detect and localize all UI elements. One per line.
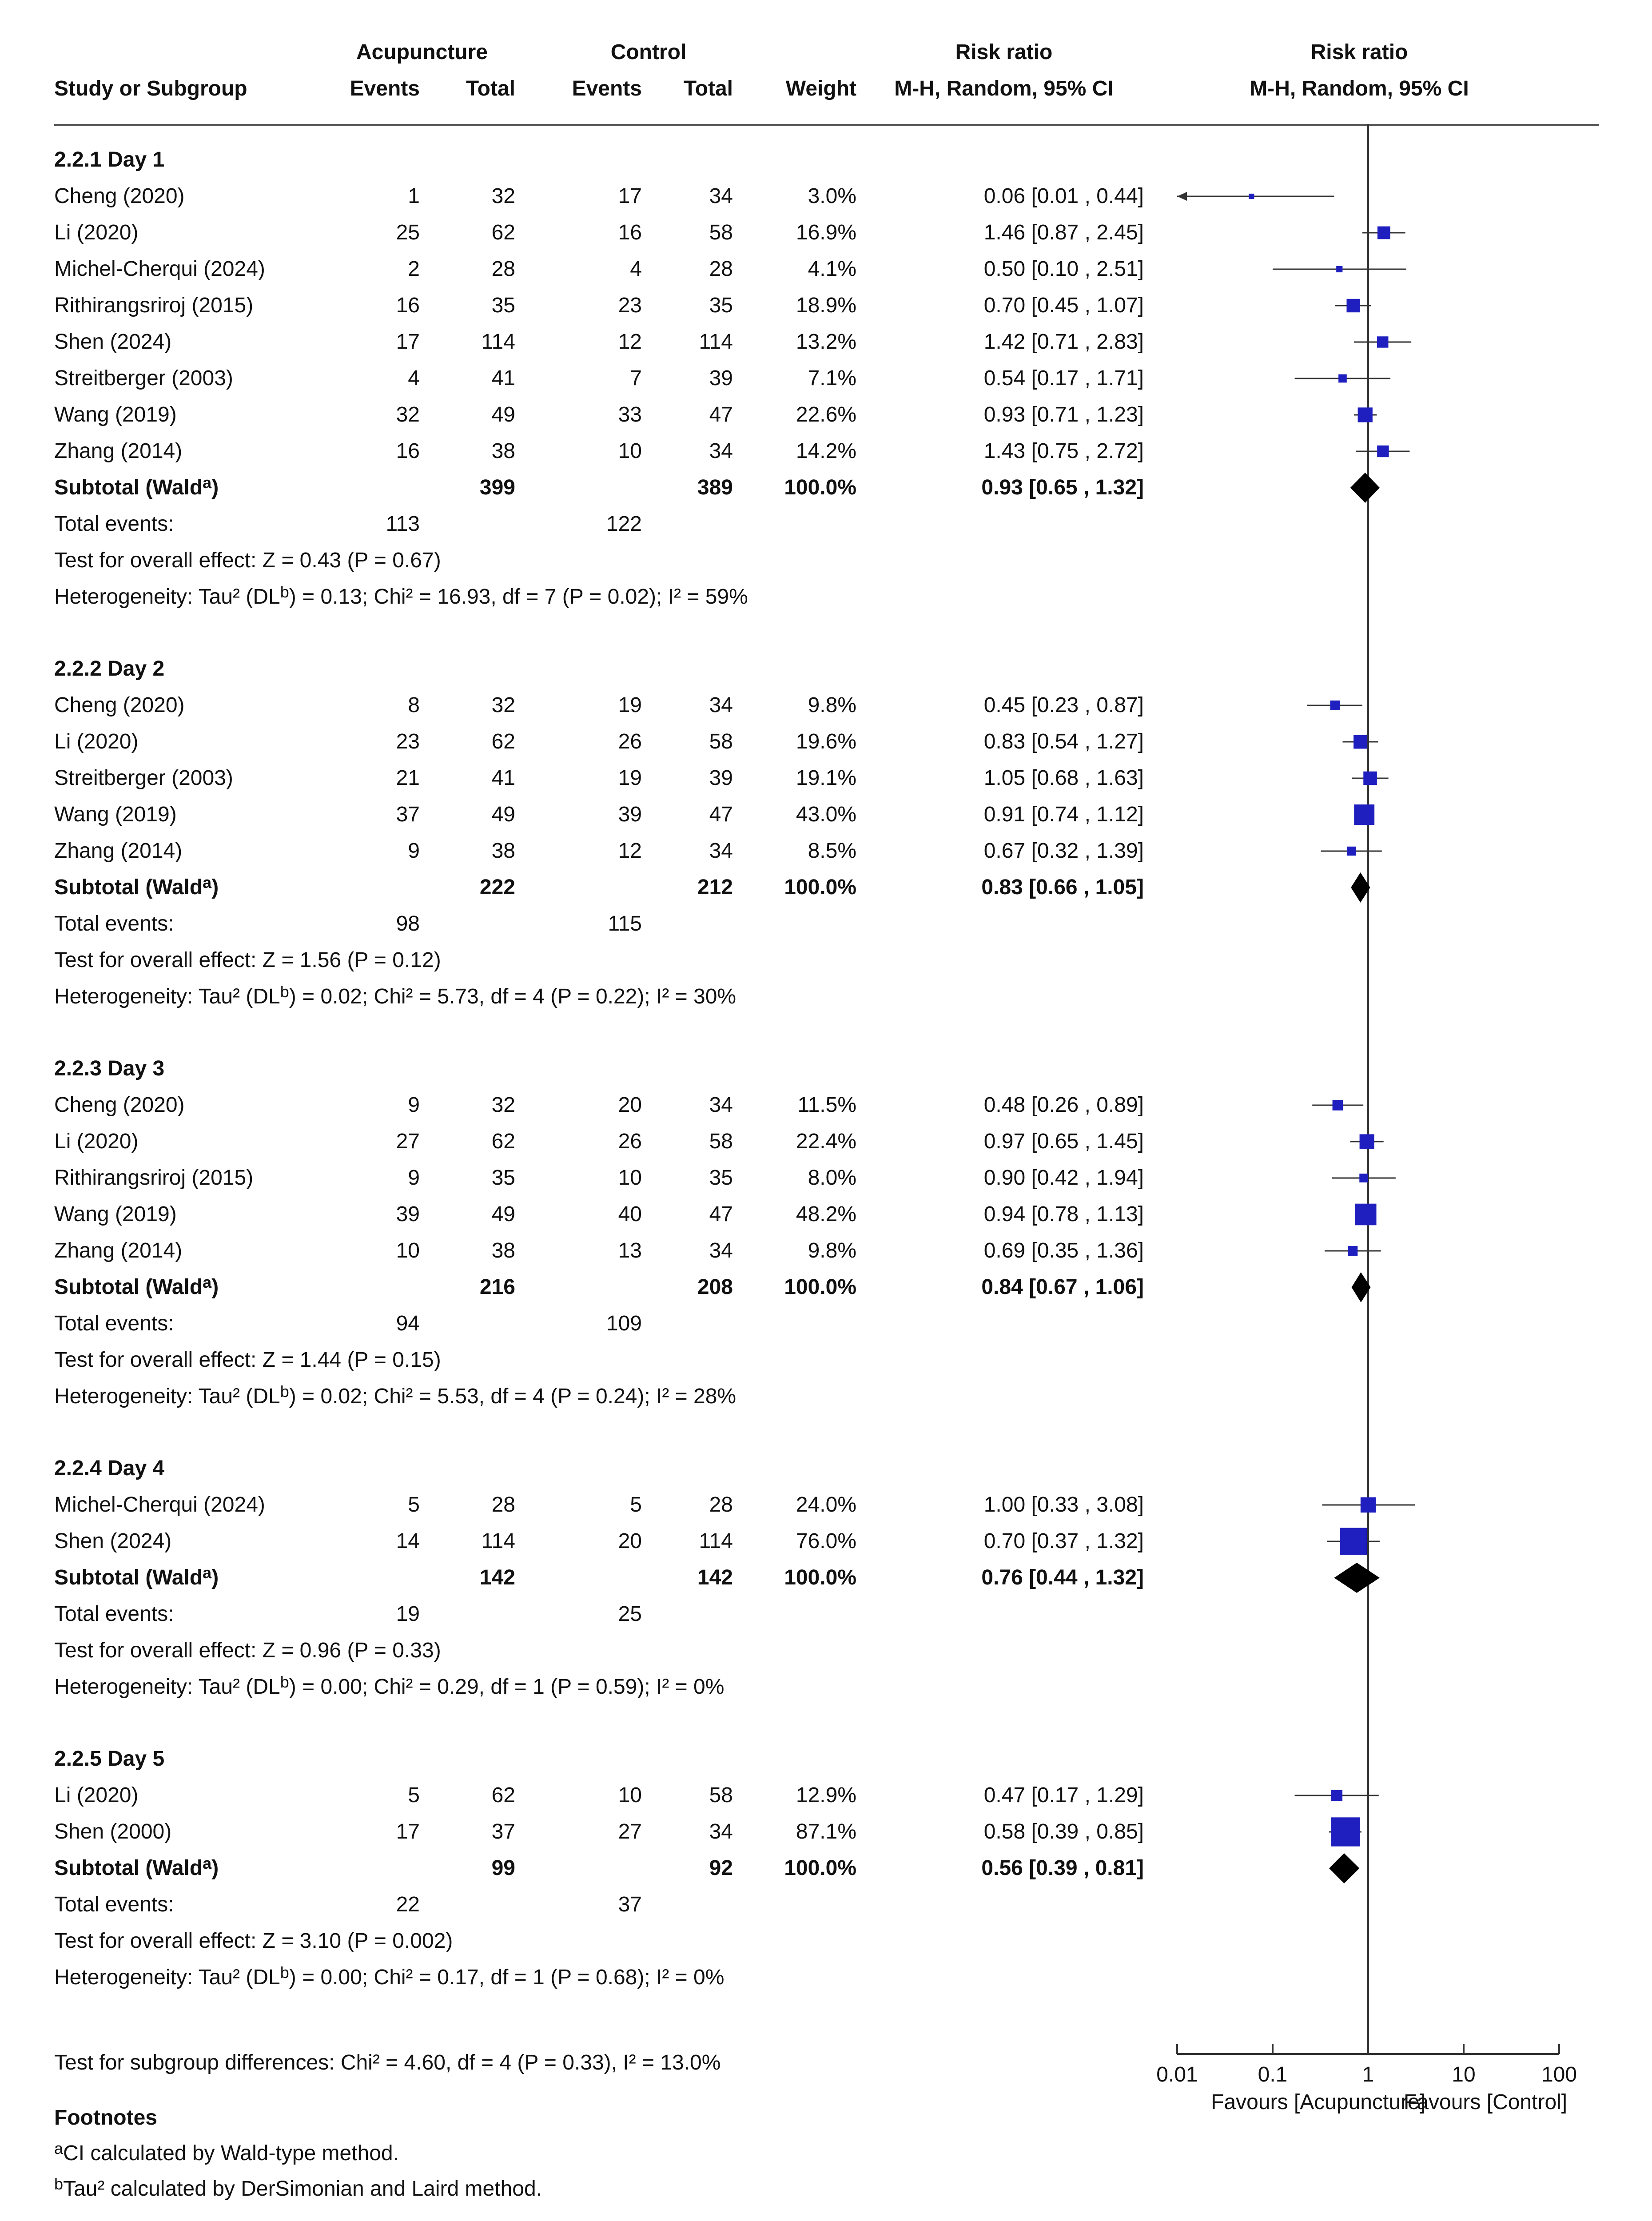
study-events-acupuncture: 9 <box>408 839 420 863</box>
subtotal-weight: 100.0% <box>784 1275 856 1299</box>
header-group-control: Control <box>610 40 687 64</box>
study-name: Zhang (2014) <box>54 1239 183 1262</box>
study-marker <box>1359 1174 1368 1182</box>
study-total-control: 35 <box>709 294 733 317</box>
study-total-control: 34 <box>709 439 733 463</box>
study-events-control: 13 <box>618 1239 642 1262</box>
study-total-acupuncture: 38 <box>491 439 515 463</box>
heterogeneity-text-rest: ) = 0.00; Chi² = 0.29, df = 1 (P = 0.59); I² = 0% <box>289 1675 724 1699</box>
study-events-acupuncture: 5 <box>408 1783 420 1807</box>
favours-control-label: Favours [Control] <box>1404 2090 1568 2114</box>
study-marker <box>1353 735 1367 749</box>
study-name: Zhang (2014) <box>54 439 183 463</box>
study-risk-ratio: 0.47 [0.17 , 1.29] <box>983 1783 1144 1807</box>
study-total-control: 47 <box>709 803 733 826</box>
subtotal-label-text: Subtotal (Wald <box>54 1566 203 1589</box>
study-total-acupuncture: 37 <box>491 1820 515 1843</box>
header-plot-method: M-H, Random, 95% CI <box>1250 77 1469 100</box>
study-risk-ratio: 0.48 [0.26 , 0.89] <box>983 1093 1144 1117</box>
study-marker <box>1348 1246 1357 1256</box>
heterogeneity-text-rest: ) = 0.13; Chi² = 16.93, df = 7 (P = 0.02); I² = 59% <box>289 585 748 609</box>
study-marker <box>1363 772 1377 785</box>
subtotal-diamond <box>1334 1563 1380 1593</box>
study-events-control: 26 <box>618 730 642 753</box>
heterogeneity-text-rest: ) = 0.00; Chi² = 0.17, df = 1 (P = 0.68); I² = 0% <box>289 1966 724 1989</box>
subtotal-total-control: 389 <box>697 476 733 499</box>
study-total-acupuncture: 62 <box>491 730 515 753</box>
footnote-b-text: Tau² calculated by DerSimonian and Laird method. <box>63 2177 542 2201</box>
subtotal-total-acupuncture: 222 <box>479 876 515 899</box>
subtotal-label-text: Subtotal (Wald <box>54 476 203 499</box>
heterogeneity-footnote-mark: b <box>280 583 289 601</box>
study-total-acupuncture: 114 <box>481 330 515 354</box>
study-name: Li (2020) <box>54 730 139 753</box>
study-marker <box>1377 336 1388 347</box>
subtotal-diamond <box>1350 473 1380 503</box>
study-marker <box>1331 1790 1342 1801</box>
study-total-control: 34 <box>709 1239 733 1262</box>
study-total-acupuncture: 38 <box>491 839 515 863</box>
study-name: Streitberger (2003) <box>54 766 233 790</box>
study-name: Cheng (2020) <box>54 1093 185 1117</box>
study-marker <box>1361 1497 1376 1513</box>
study-marker <box>1347 847 1356 856</box>
total-events-label: Total events: <box>54 512 174 536</box>
study-events-control: 26 <box>618 1130 642 1153</box>
study-weight: 22.4% <box>796 1130 856 1153</box>
subtotal-total-acupuncture: 99 <box>491 1856 515 1880</box>
study-weight: 3.0% <box>808 184 856 208</box>
study-marker <box>1354 804 1374 825</box>
study-risk-ratio: 0.50 [0.10 , 2.51] <box>983 257 1144 281</box>
study-total-control: 47 <box>709 1202 733 1226</box>
total-events-label: Total events: <box>54 1312 174 1335</box>
study-marker <box>1346 299 1360 312</box>
study-events-acupuncture: 9 <box>408 1093 420 1117</box>
subtotal-weight: 100.0% <box>784 876 856 899</box>
subgroup-differences-test: Test for subgroup differences: Chi² = 4.60, df = 4 (P = 0.33), I² = 13.0% <box>54 2051 721 2074</box>
study-weight: 22.6% <box>796 403 856 426</box>
study-events-control: 4 <box>630 257 642 281</box>
study-total-control: 39 <box>709 766 733 790</box>
study-events-acupuncture: 25 <box>396 221 420 244</box>
study-risk-ratio: 1.43 [0.75 , 2.72] <box>983 439 1144 463</box>
study-name: Cheng (2020) <box>54 693 185 717</box>
study-total-acupuncture: 62 <box>491 221 515 244</box>
study-events-acupuncture: 14 <box>396 1529 420 1553</box>
study-total-control: 28 <box>709 257 733 281</box>
study-risk-ratio: 0.97 [0.65 , 1.45] <box>983 1130 1144 1153</box>
total-events-control: 25 <box>618 1602 642 1626</box>
study-risk-ratio: 1.05 [0.68 , 1.63] <box>983 766 1144 790</box>
study-name: Li (2020) <box>54 221 139 244</box>
study-risk-ratio: 0.94 [0.78 , 1.13] <box>983 1202 1144 1226</box>
total-events-acupuncture: 98 <box>396 912 420 935</box>
study-risk-ratio: 1.42 [0.71 , 2.83] <box>983 330 1144 354</box>
study-weight: 8.0% <box>808 1166 856 1190</box>
subtotal-label: Subtotal (Wald$^a$) <box>54 474 219 499</box>
study-risk-ratio: 0.69 [0.35 , 1.36] <box>983 1239 1144 1262</box>
study-weight: 18.9% <box>796 294 856 317</box>
study-name: Wang (2019) <box>54 403 177 426</box>
subgroup-title: 2.2.5 Day 5 <box>54 1747 165 1771</box>
study-total-acupuncture: 32 <box>491 184 515 208</box>
subgroup-title: 2.2.4 Day 4 <box>54 1457 165 1480</box>
overall-effect-test: Test for overall effect: Z = 0.96 (P = 0.33) <box>54 1639 441 1662</box>
study-weight: 16.9% <box>796 221 856 244</box>
study-weight: 4.1% <box>808 257 856 281</box>
total-events-control: 115 <box>608 912 642 935</box>
study-marker <box>1377 227 1390 239</box>
study-name: Zhang (2014) <box>54 839 183 863</box>
study-total-acupuncture: 35 <box>491 1166 515 1190</box>
heterogeneity-text: Heterogeneity: Tau² (DL <box>54 985 280 1008</box>
study-total-control: 34 <box>709 693 733 717</box>
study-weight: 7.1% <box>808 366 856 390</box>
study-total-acupuncture: 62 <box>491 1783 515 1807</box>
overall-effect-test: Test for overall effect: Z = 1.44 (P = 0.15) <box>54 1348 441 1372</box>
header-group-acupuncture: Acupuncture <box>356 40 488 64</box>
study-marker <box>1333 1100 1343 1110</box>
study-events-acupuncture: 2 <box>408 257 420 281</box>
study-total-control: 58 <box>709 730 733 753</box>
study-total-control: 58 <box>709 1783 733 1807</box>
subtotal-footnote-mark: a <box>203 1273 212 1291</box>
study-name: Li (2020) <box>54 1783 139 1807</box>
header-rr-method: M-H, Random, 95% CI <box>894 77 1114 100</box>
study-risk-ratio: 0.90 [0.42 , 1.94] <box>983 1166 1144 1190</box>
study-events-control: 12 <box>618 839 642 863</box>
study-total-acupuncture: 35 <box>491 294 515 317</box>
overall-effect-test: Test for overall effect: Z = 1.56 (P = 0.12) <box>54 948 441 972</box>
subtotal-total-acupuncture: 142 <box>479 1566 515 1589</box>
study-events-acupuncture: 21 <box>396 766 420 790</box>
subtotal-label: Subtotal (Wald$^a$) <box>54 1273 219 1299</box>
study-risk-ratio: 0.58 [0.39 , 0.85] <box>983 1820 1144 1843</box>
subtotal-total-control: 212 <box>697 876 733 899</box>
study-risk-ratio: 0.93 [0.71 , 1.23] <box>983 403 1144 426</box>
x-tick-label: 0.1 <box>1258 2063 1288 2086</box>
subtotal-risk-ratio: 0.83 [0.66 , 1.05] <box>981 876 1144 899</box>
subtotal-weight: 100.0% <box>784 476 856 499</box>
study-total-acupuncture: 32 <box>491 693 515 717</box>
total-events-label: Total events: <box>54 1602 174 1626</box>
study-weight: 9.8% <box>808 693 856 717</box>
study-events-acupuncture: 23 <box>396 730 420 753</box>
study-total-acupuncture: 38 <box>491 1239 515 1262</box>
study-total-control: 34 <box>709 1093 733 1117</box>
subtotal-label: Subtotal (Wald$^a$) <box>54 873 219 899</box>
subtotal-footnote-mark: a <box>203 873 212 892</box>
header-weight: Weight <box>785 77 856 100</box>
study-events-control: 10 <box>618 1783 642 1807</box>
study-events-control: 17 <box>618 184 642 208</box>
study-events-control: 10 <box>618 1166 642 1190</box>
study-events-control: 23 <box>618 294 642 317</box>
subtotal-total-acupuncture: 399 <box>479 476 515 499</box>
study-name: Shen (2024) <box>54 1529 172 1553</box>
header-plot-title: Risk ratio <box>1310 40 1408 64</box>
study-events-acupuncture: 32 <box>396 403 420 426</box>
study-weight: 13.2% <box>796 330 856 354</box>
study-name: Cheng (2020) <box>54 184 185 208</box>
study-total-control: 114 <box>699 1529 733 1553</box>
study-events-control: 27 <box>618 1820 642 1843</box>
x-tick-label: 10 <box>1452 2063 1476 2086</box>
total-events-acupuncture: 22 <box>396 1893 420 1916</box>
study-marker <box>1338 374 1347 383</box>
study-events-acupuncture: 17 <box>396 1820 420 1843</box>
study-events-acupuncture: 4 <box>408 366 420 390</box>
study-total-acupuncture: 114 <box>481 1529 515 1553</box>
heterogeneity-footnote-mark: b <box>280 1382 289 1401</box>
x-tick-label: 100 <box>1541 2063 1577 2086</box>
heterogeneity-footnote-mark: b <box>280 1673 289 1691</box>
subgroup-title: 2.2.1 Day 1 <box>54 148 165 171</box>
study-total-control: 35 <box>709 1166 733 1190</box>
study-total-acupuncture: 41 <box>491 766 515 790</box>
footnote-a-text: CI calculated by Wald-type method. <box>63 2141 399 2165</box>
study-weight: 8.5% <box>808 839 856 863</box>
total-events-label: Total events: <box>54 912 174 935</box>
subtotal-total-control: 142 <box>697 1566 733 1589</box>
footnote-b-mark: b <box>54 2175 64 2193</box>
subgroup-title: 2.2.2 Day 2 <box>54 657 165 681</box>
study-events-control: 19 <box>618 693 642 717</box>
study-events-control: 10 <box>618 439 642 463</box>
study-events-acupuncture: 5 <box>408 1493 420 1516</box>
study-marker <box>1331 1817 1360 1846</box>
study-name: Wang (2019) <box>54 1202 177 1226</box>
total-events-acupuncture: 113 <box>386 512 420 536</box>
footnote-a-mark: a <box>54 2139 64 2157</box>
study-total-acupuncture: 49 <box>491 403 515 426</box>
study-marker <box>1330 701 1340 710</box>
study-weight: 87.1% <box>796 1820 856 1843</box>
study-marker <box>1358 407 1373 422</box>
subtotal-label-text: Subtotal (Wald <box>54 1856 203 1880</box>
study-name: Streitberger (2003) <box>54 366 233 390</box>
study-risk-ratio: 0.70 [0.37 , 1.32] <box>983 1529 1144 1553</box>
study-events-acupuncture: 37 <box>396 803 420 826</box>
study-risk-ratio: 0.54 [0.17 , 1.71] <box>983 366 1144 390</box>
subtotal-footnote-mark: a <box>203 1854 212 1872</box>
study-total-control: 58 <box>709 221 733 244</box>
study-total-control: 39 <box>709 366 733 390</box>
study-name: Shen (2000) <box>54 1820 172 1843</box>
study-events-acupuncture: 16 <box>396 294 420 317</box>
study-events-acupuncture: 8 <box>408 693 420 717</box>
study-name: Michel-Cherqui (2024) <box>54 1493 265 1516</box>
header-rr-title: Risk ratio <box>955 40 1053 64</box>
study-risk-ratio: 1.46 [0.87 , 2.45] <box>983 221 1144 244</box>
study-weight: 11.5% <box>797 1093 856 1117</box>
subtotal-risk-ratio: 0.56 [0.39 , 0.81] <box>981 1856 1144 1880</box>
study-events-control: 39 <box>618 803 642 826</box>
footnote-b <box>54 2176 542 2202</box>
header-total-acupuncture: Total <box>466 77 515 100</box>
study-events-control: 7 <box>630 366 642 390</box>
total-events-acupuncture: 94 <box>396 1312 420 1335</box>
study-marker <box>1377 446 1389 457</box>
study-marker <box>1340 1528 1367 1555</box>
subtotal-risk-ratio: 0.93 [0.65 , 1.32] <box>981 476 1144 499</box>
study-total-acupuncture: 41 <box>491 366 515 390</box>
study-marker <box>1355 1204 1377 1226</box>
study-risk-ratio: 0.70 [0.45 , 1.07] <box>983 294 1144 317</box>
study-weight: 19.6% <box>796 730 856 753</box>
header-events-acupuncture: Events <box>350 77 420 100</box>
study-events-acupuncture: 10 <box>396 1239 420 1262</box>
study-name: Shen (2024) <box>54 330 172 354</box>
study-weight: 43.0% <box>796 803 856 826</box>
overall-effect-test: Test for overall effect: Z = 3.10 (P = 0.002) <box>54 1929 453 1953</box>
subtotal-footnote-mark: a <box>203 1564 212 1582</box>
x-tick-label: 0.01 <box>1156 2063 1198 2086</box>
favours-acupuncture-label: Favours [Acupuncture] <box>1211 2090 1426 2114</box>
study-risk-ratio: 0.06 [0.01 , 0.44] <box>983 184 1144 208</box>
study-weight: 48.2% <box>796 1202 856 1226</box>
study-events-control: 12 <box>618 330 642 354</box>
heterogeneity-text: Heterogeneity: Tau² (DL <box>54 585 280 609</box>
study-events-control: 5 <box>630 1493 642 1516</box>
heterogeneity-footnote-mark: b <box>280 1963 289 1982</box>
study-name: Rithirangsriroj (2015) <box>54 1166 254 1190</box>
heterogeneity-text: Heterogeneity: Tau² (DL <box>54 1385 280 1408</box>
study-weight: 9.8% <box>808 1239 856 1262</box>
total-events-control: 122 <box>606 512 642 536</box>
subtotal-total-control: 208 <box>697 1275 733 1299</box>
total-events-control: 109 <box>606 1312 642 1335</box>
study-total-control: 34 <box>709 1820 733 1843</box>
study-weight: 14.2% <box>796 439 856 463</box>
study-weight: 12.9% <box>796 1783 856 1807</box>
study-weight: 19.1% <box>796 766 856 790</box>
subtotal-total-control: 92 <box>709 1856 733 1880</box>
subtotal-footnote-mark: a <box>203 474 212 492</box>
subtotal-label-text: Subtotal (Wald <box>54 1275 203 1299</box>
study-events-control: 20 <box>618 1093 642 1117</box>
study-name: Wang (2019) <box>54 803 177 826</box>
total-events-acupuncture: 19 <box>396 1602 420 1626</box>
study-total-acupuncture: 62 <box>491 1130 515 1153</box>
study-total-acupuncture: 32 <box>491 1093 515 1117</box>
study-marker <box>1336 266 1342 272</box>
study-weight: 24.0% <box>796 1493 856 1516</box>
footnotes-title: Footnotes <box>54 2106 157 2129</box>
study-events-control: 40 <box>618 1202 642 1226</box>
heterogeneity-text: Heterogeneity: Tau² (DL <box>54 1675 280 1699</box>
study-name: Li (2020) <box>54 1130 139 1153</box>
header-total-control: Total <box>683 77 733 100</box>
heterogeneity-footnote-mark: b <box>280 983 289 1001</box>
heterogeneity-text-rest: ) = 0.02; Chi² = 5.73, df = 4 (P = 0.22); I² = 30% <box>289 985 736 1008</box>
subtotal-weight: 100.0% <box>784 1566 856 1589</box>
study-events-acupuncture: 17 <box>396 330 420 354</box>
ci-arrow <box>1177 192 1187 201</box>
study-risk-ratio: 1.00 [0.33 , 3.08] <box>983 1493 1144 1516</box>
header-events-control: Events <box>572 77 642 100</box>
study-marker <box>1249 194 1254 199</box>
heterogeneity-text-rest: ) = 0.02; Chi² = 5.53, df = 4 (P = 0.24); I² = 28% <box>289 1385 736 1408</box>
subgroup-title: 2.2.3 Day 3 <box>54 1057 165 1080</box>
study-name: Michel-Cherqui (2024) <box>54 257 265 281</box>
heterogeneity-text: Heterogeneity: Tau² (DL <box>54 1966 280 1989</box>
study-events-control: 33 <box>618 403 642 426</box>
x-tick-label: 1 <box>1362 2063 1374 2086</box>
study-events-control: 16 <box>618 221 642 244</box>
study-events-acupuncture: 9 <box>408 1166 420 1190</box>
overall-effect-test: Test for overall effect: Z = 0.43 (P = 0.67) <box>54 549 441 572</box>
footnote-a <box>54 2140 399 2167</box>
study-events-acupuncture: 1 <box>408 184 420 208</box>
study-total-control: 34 <box>709 839 733 863</box>
subtotal-diamond <box>1329 1853 1359 1883</box>
subtotal-risk-ratio: 0.76 [0.44 , 1.32] <box>981 1566 1144 1589</box>
study-events-control: 20 <box>618 1529 642 1553</box>
study-marker <box>1360 1134 1374 1149</box>
study-events-acupuncture: 16 <box>396 439 420 463</box>
subtotal-weight: 100.0% <box>784 1856 856 1880</box>
study-total-control: 114 <box>699 330 733 354</box>
study-total-acupuncture: 49 <box>491 803 515 826</box>
study-risk-ratio: 0.67 [0.32 , 1.39] <box>983 839 1144 863</box>
study-total-acupuncture: 49 <box>491 1202 515 1226</box>
study-risk-ratio: 0.45 [0.23 , 0.87] <box>983 693 1144 717</box>
study-weight: 76.0% <box>796 1529 856 1553</box>
subtotal-risk-ratio: 0.84 [0.67 , 1.06] <box>981 1275 1144 1299</box>
study-risk-ratio: 0.83 [0.54 , 1.27] <box>983 730 1144 753</box>
study-events-control: 19 <box>618 766 642 790</box>
header-study: Study or Subgroup <box>54 77 247 100</box>
total-events-control: 37 <box>618 1893 642 1916</box>
study-events-acupuncture: 39 <box>396 1202 420 1226</box>
subtotal-total-acupuncture: 216 <box>479 1275 515 1299</box>
study-total-acupuncture: 28 <box>491 1493 515 1516</box>
study-total-acupuncture: 28 <box>491 257 515 281</box>
study-events-acupuncture: 27 <box>396 1130 420 1153</box>
study-total-control: 58 <box>709 1130 733 1153</box>
subtotal-label-text: Subtotal (Wald <box>54 876 203 899</box>
study-total-control: 47 <box>709 403 733 426</box>
total-events-label: Total events: <box>54 1893 174 1916</box>
subtotal-label: Subtotal (Wald$^a$) <box>54 1854 219 1880</box>
study-name: Rithirangsriroj (2015) <box>54 294 254 317</box>
study-total-control: 34 <box>709 184 733 208</box>
subtotal-label: Subtotal (Wald$^a$) <box>54 1564 219 1589</box>
study-risk-ratio: 0.91 [0.74 , 1.12] <box>983 803 1144 826</box>
study-total-control: 28 <box>709 1493 733 1516</box>
